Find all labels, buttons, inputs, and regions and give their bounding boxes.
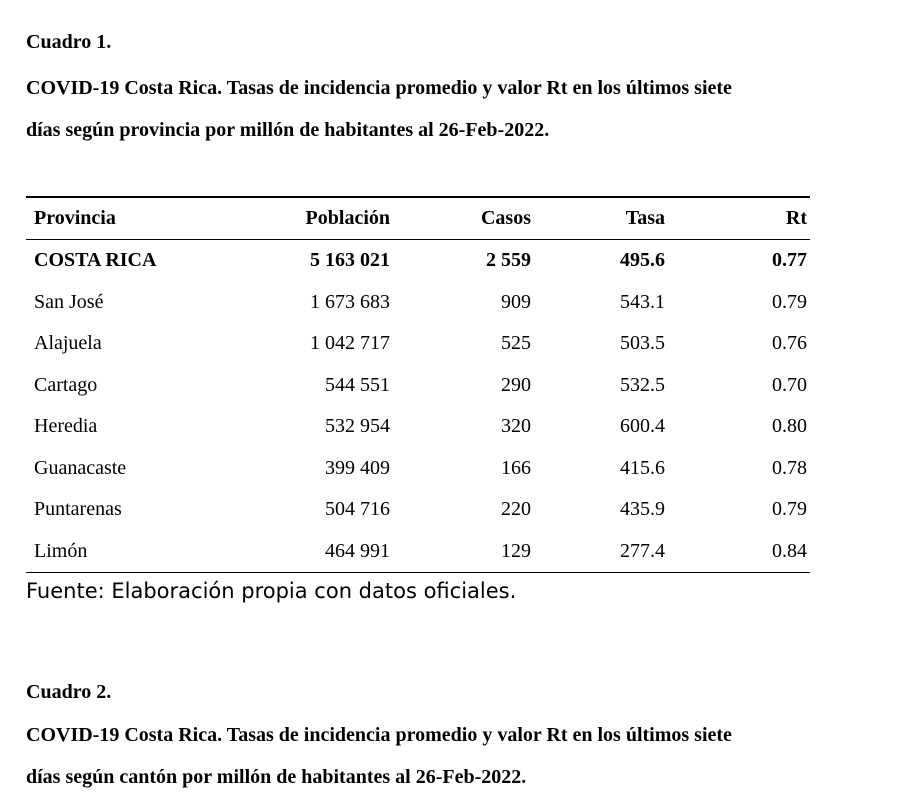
- table-row: [26, 489, 810, 531]
- cell-provincia: Limón: [34, 539, 88, 562]
- cell-casos: 525: [501, 332, 531, 355]
- cell-casos: 909: [501, 290, 531, 313]
- cuadro2-title-line1: COVID-19 Costa Rica. Tasas de incidencia promedio y valor Rt en los últimos siete: [26, 724, 732, 746]
- cuadro2-label: Cuadro 2.: [26, 681, 112, 703]
- cell-tasa: 495.6: [620, 249, 665, 272]
- cell-rt: 0.80: [772, 415, 807, 438]
- cell-provincia: Guanacaste: [34, 456, 127, 479]
- cell-casos: 166: [501, 456, 531, 479]
- cell-rt: 0.79: [772, 290, 807, 313]
- cell-poblacion: 1 673 683: [310, 290, 390, 313]
- cuadro2-title: [26, 714, 896, 798]
- cell-rt: 0.70: [772, 373, 807, 396]
- table-source-note: Fuente: Elaboración propia con datos oficiales.: [26, 579, 517, 603]
- cell-poblacion: 5 163 021: [310, 249, 390, 272]
- cell-rt: 0.79: [772, 498, 807, 521]
- cuadro2-title-line2: días según cantón por millón de habitantes al 26-Feb-2022.: [26, 766, 527, 788]
- cell-provincia: Alajuela: [34, 332, 102, 355]
- cell-casos: 220: [501, 498, 531, 521]
- cuadro1-title: [26, 67, 896, 151]
- cell-poblacion: 1 042 717: [310, 332, 390, 355]
- header-rt: Rt: [785, 207, 807, 229]
- cell-tasa: 277.4: [620, 539, 665, 562]
- table-row: [26, 282, 810, 324]
- cell-casos: 2 559: [486, 249, 531, 272]
- table-row: [26, 365, 810, 407]
- cuadro1-title-line1: COVID-19 Costa Rica. Tasas de incidencia promedio y valor Rt en los últimos siete: [26, 77, 732, 99]
- header-casos: Casos: [480, 207, 531, 229]
- provincia-table-container: [26, 196, 810, 573]
- cell-casos: 129: [501, 539, 531, 562]
- cuadro1-label: Cuadro 1.: [26, 31, 112, 53]
- cell-tasa: 503.5: [620, 332, 665, 355]
- cuadro1-title-line2: días según provincia por millón de habitantes al 26-Feb-2022.: [26, 119, 550, 141]
- cell-rt: 0.78: [772, 456, 807, 479]
- cell-poblacion: 544 551: [325, 373, 390, 396]
- cell-poblacion: 399 409: [325, 456, 390, 479]
- table-row: [26, 406, 810, 448]
- header-poblacion: Población: [305, 207, 390, 229]
- cell-poblacion: 504 716: [325, 498, 390, 521]
- cell-provincia: Heredia: [34, 415, 98, 438]
- table-row: [26, 323, 810, 365]
- cell-casos: 290: [501, 373, 531, 396]
- cell-poblacion: 532 954: [325, 415, 390, 438]
- cell-rt: 0.77: [772, 249, 807, 272]
- cell-rt: 0.84: [772, 539, 807, 562]
- cell-tasa: 543.1: [620, 290, 665, 313]
- header-provincia: Provincia: [34, 207, 116, 229]
- table-row-total: [26, 240, 810, 282]
- table-row: [26, 448, 810, 490]
- cell-rt: 0.76: [772, 332, 807, 355]
- cell-tasa: 415.6: [620, 456, 665, 479]
- provincia-table: [26, 196, 810, 573]
- cell-casos: 320: [501, 415, 531, 438]
- cell-provincia: Puntarenas: [34, 498, 122, 521]
- cell-tasa: 435.9: [620, 498, 665, 521]
- cell-poblacion: 464 991: [325, 539, 390, 562]
- header-tasa: Tasa: [625, 207, 665, 229]
- cell-provincia: COSTA RICA: [34, 249, 157, 272]
- cell-tasa: 532.5: [620, 373, 665, 396]
- cell-tasa: 600.4: [620, 415, 665, 438]
- table-header-row: [26, 197, 810, 240]
- cell-provincia: Cartago: [34, 373, 98, 396]
- cell-provincia: San José: [34, 290, 104, 313]
- table-row: [26, 531, 810, 573]
